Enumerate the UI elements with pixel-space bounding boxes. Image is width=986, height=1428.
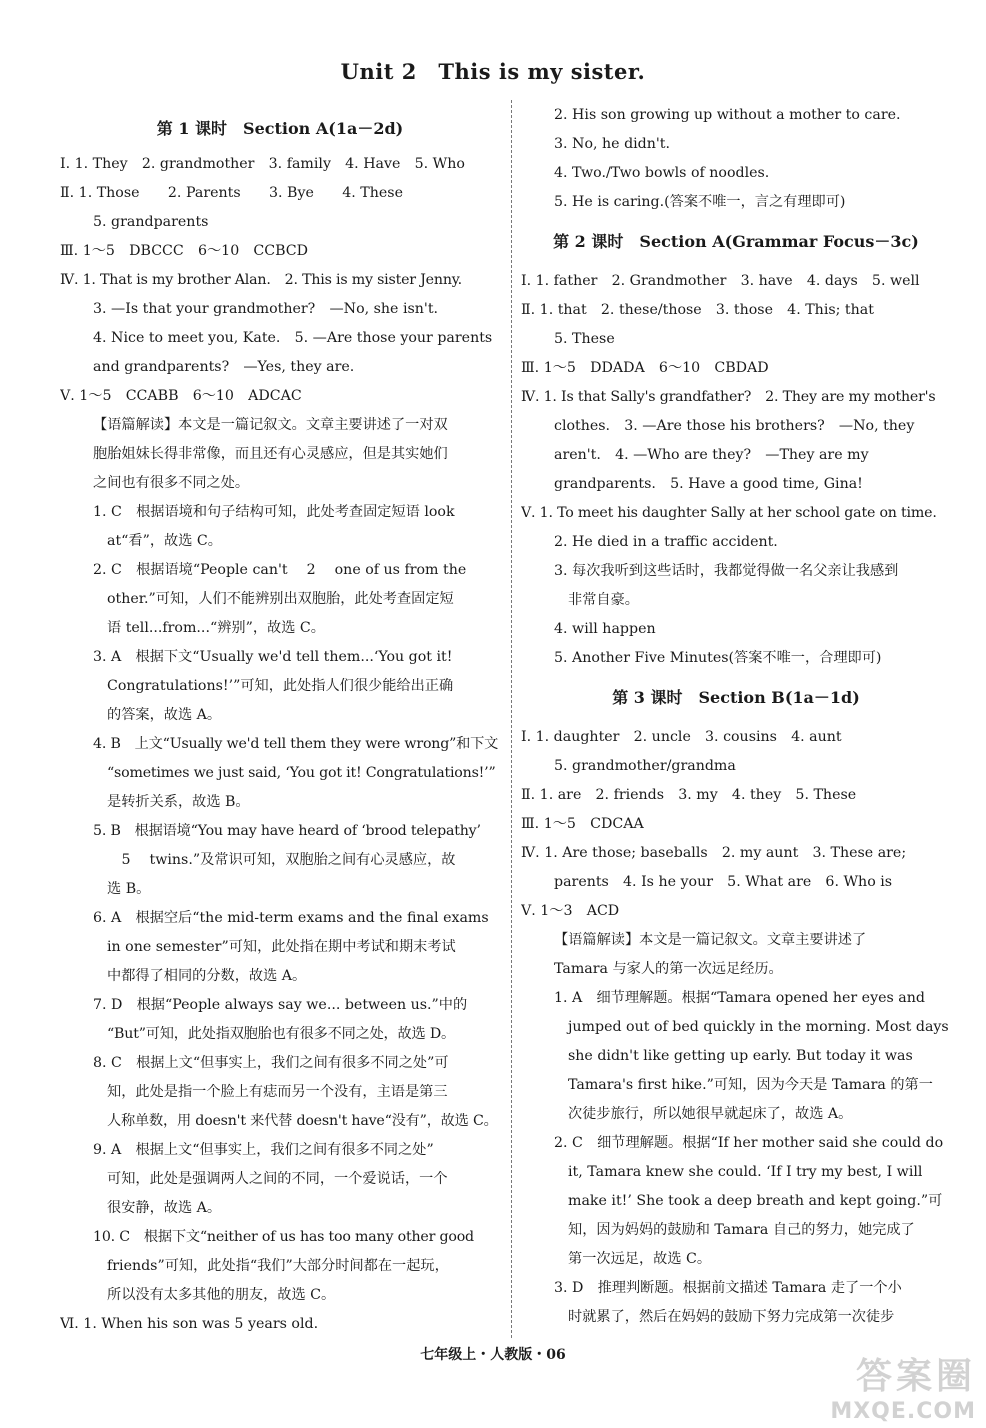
explanation-line: 3. A 根据下文“Usually we'd tell them...‘You got it! [93,649,453,665]
answer-line: Ⅳ. 1. Is that Sally's grandfather? 2. They are my mother's [521,389,936,405]
answer-line: 5. grandmother/grandma [554,758,736,774]
answer-line: Ⅱ. 1. are 2. friends 3. my 4. they 5. These [521,787,857,803]
explanation-line: 知，此处是指一个脸上有痣而另一个没有，主语是第三 [107,1084,448,1100]
explanation-line: 是转折关系，故选 B。 [107,794,250,810]
section-heading-2: 第 2 课时 Section A(Grammar Focus－3c) [553,232,919,251]
answer-line: Ⅰ. 1. daughter 2. uncle 3. cousins 4. aunt [521,729,842,745]
explanation-line: 8. C 根据上文“但事实上，我们之间有很多不同之处”可 [93,1055,449,1071]
answer-line: 3. —Is that your grandmother? —No, she isn't. [93,301,439,317]
answer-line: Ⅴ. 1～3 ACD [521,903,620,919]
site-watermark [830,1348,976,1424]
answer-line: Ⅳ. 1. That is my brother Alan. 2. This is my sister Jenny. [60,272,462,288]
section-heading-3: 第 3 课时 Section B(1a－1d) [612,688,860,707]
explanation-line: other.”可知，人们不能辨别出双胞胎，此处考查固定短 [107,591,454,607]
answer-line: 4. Two./Two bowls of noodles. [554,165,770,181]
explanation-line: 2. C 细节理解题。根据“If her mother said she could do [554,1135,944,1151]
answer-line: 5. grandparents [93,214,209,230]
answer-line: aren't. 4. —Who are they? —They are my [554,447,869,463]
explanation-line: 语 tell...from...“辨别”，故选 C。 [107,620,325,636]
answer-line: 2. His son growing up without a mother to care. [554,107,901,123]
section-heading-1: 第 1 课时 Section A(1a－2d) [156,119,404,138]
explanation-line: friends”可知，此处指“我们”大部分时间都在一起玩， [107,1258,449,1274]
answer-line: and grandparents? —Yes, they are. [93,359,355,375]
explanation-line: 第一次远足，故选 C。 [568,1251,712,1267]
explanation-line: 很安静，故选 A。 [107,1200,222,1216]
blank-number: 2 [292,556,330,585]
watermark-logo-text: 答案圈 [855,1356,976,1397]
answer-line: 2. He died in a traffic accident. [554,534,778,550]
explanation-line: 6. A 根据空后“the mid-term exams and the final exams [93,910,489,926]
explanation-line: 1. A 细节理解题。根据“Tamara opened her eyes and [554,990,925,1006]
explanation-line: 所以没有太多其他的朋友，故选 C。 [107,1287,336,1303]
page-footer: 七年级上・人教版・06 [420,1347,566,1363]
answer-line: Ⅵ. 1. When his son was 5 years old. [60,1316,319,1332]
answer-line: Ⅲ. 1～5 CDCAA [521,816,644,832]
explanation-line: 可知，此处是强调两人之间的不同，一个爱说话，一个 [107,1171,448,1187]
explanation-line: 9. A 根据上文“但事实上，我们之间有很多不同之处” [93,1142,434,1158]
answer-line: 非常自豪。 [568,592,639,608]
explanation-line: 5 twins.”及常识可知，双胞胎之间有心灵感应，故 [60,846,500,875]
watermark-url: MXQE.COM [830,1399,976,1424]
answer-line: Ⅰ. 1. father 2. Grandmother 3. have 4. days 5. well [521,273,920,289]
page-title: Unit 2 This is my sister. [340,59,646,84]
answer-line: Ⅳ. 1. Are those; baseballs 2. my aunt 3. These are; [521,845,907,861]
answer-line: 5. Another Five Minutes(答案不唯一，合理即可) [554,650,882,666]
answer-line: Ⅱ. 1. Those 2. Parents 3. Bye 4. These [60,185,403,201]
answer-line: 5. These [554,331,615,347]
explanation-line: make it!’ She took a deep breath and kept going.”可 [568,1193,943,1209]
explanation-line: 7. D 根据“People always say we... between us.”中的 [93,997,468,1013]
right-column [521,101,951,1332]
answer-line: clothes. 3. —Are those his brothers? —No, they [554,418,915,434]
explanation-line: 中都得了相同的分数，故选 A。 [107,968,307,984]
answer-line: 3. No, he didn't. [554,136,671,152]
answer-line: Ⅴ. 1～5 CCABB 6～10 ADCAC [60,388,302,404]
explanation-line: it, Tamara knew she could. ‘If I try my best, I will [568,1164,923,1180]
answer-line: parents 4. Is he your 5. What are 6. Who is [554,874,893,890]
passage-note: Tamara 与家人的第一次远足经历。 [554,961,783,977]
left-column [60,112,500,1339]
explanation-line: 的答案，故选 A。 [107,707,222,723]
explanation-line: 10. C 根据下文“neither of us has too many other good [93,1229,474,1245]
explanation-line: “But”可知，此处指双胞胎也有很多不同之处，故选 D。 [107,1026,455,1042]
answer-line: 4. Nice to meet you, Kate. 5. —Are those your parents [93,330,493,346]
explanation-line: 4. B 上文“Usually we'd tell them they were wrong”和下文 [93,736,499,752]
answer-line: grandparents. 5. Have a good time, Gina! [554,476,863,492]
column-divider [511,100,512,1338]
answer-line: 3. 每次我听到这些话时，我都觉得做一名父亲让我感到 [554,563,899,579]
answer-line: Ⅱ. 1. that 2. these/those 3. those 4. This; that [521,302,874,318]
explanation-line: 2. C 根据语境“People can't 2 one of us from the [60,556,500,585]
explanation-line: 人称单数，用 doesn't 来代替 doesn't have“没有”，故选 C。 [107,1113,498,1129]
explanation-line: 1. C 根据语境和句子结构可知，此处考查固定短语 look [93,504,455,520]
answer-line: Ⅴ. 1. To meet his daughter Sally at her school gate on time. [521,505,937,521]
passage-note: 胞胎姐妹长得非常像，而且还有心灵感应，但是其实她们 [93,446,448,462]
explanation-line: at“看”，故选 C。 [107,533,222,549]
answer-line: 4. will happen [554,621,656,637]
blank-number: 5 [107,846,145,875]
explanation-line: in one semester”可知，此处指在期中考试和期末考试 [107,939,456,955]
explanation-line: 选 B。 [107,881,151,897]
explanation-line: 5. B 根据语境“You may have heard of ‘brood telepathy’ [93,823,481,839]
explanation-line: Tamara's first hike.”可知，因为今天是 Tamara 的第一 [568,1077,933,1093]
passage-note: 之间也有很多不同之处。 [93,475,250,491]
answer-line: Ⅲ. 1～5 DDADA 6～10 CBDAD [521,360,769,376]
explanation-line: she didn't like getting up early. But today it was [568,1048,913,1064]
explanation-line: 时就累了，然后在妈妈的鼓励下努力完成第一次徒步 [568,1309,895,1325]
answer-line: 5. He is caring.(答案不唯一，言之有理即可) [554,194,846,210]
explanation-line: 知，因为妈妈的鼓励和 Tamara 自己的努力，她完成了 [568,1222,915,1238]
explanation-line: Congratulations!’”可知，此处指人们很少能给出正确 [107,678,454,694]
answer-line: Ⅲ. 1～5 DBCCC 6～10 CCBCD [60,243,309,259]
answer-line: Ⅰ. 1. They 2. grandmother 3. family 4. Have 5. Who [60,156,465,172]
explanation-line: 3. D 推理判断题。根据前文描述 Tamara 走了一个小 [554,1280,902,1296]
passage-note: 【语篇解读】本文是一篇记叙文。文章主要讲述了一对双 [93,417,448,433]
explanation-line: 次徒步旅行，所以她很早就起床了，故选 A。 [568,1106,853,1122]
explanation-line: “sometimes we just said, ‘You got it! Congratulations!’” [107,765,496,781]
explanation-line: jumped out of bed quickly in the morning. Most days [568,1019,949,1035]
passage-note: 【语篇解读】本文是一篇记叙文。文章主要讲述了 [554,932,867,948]
